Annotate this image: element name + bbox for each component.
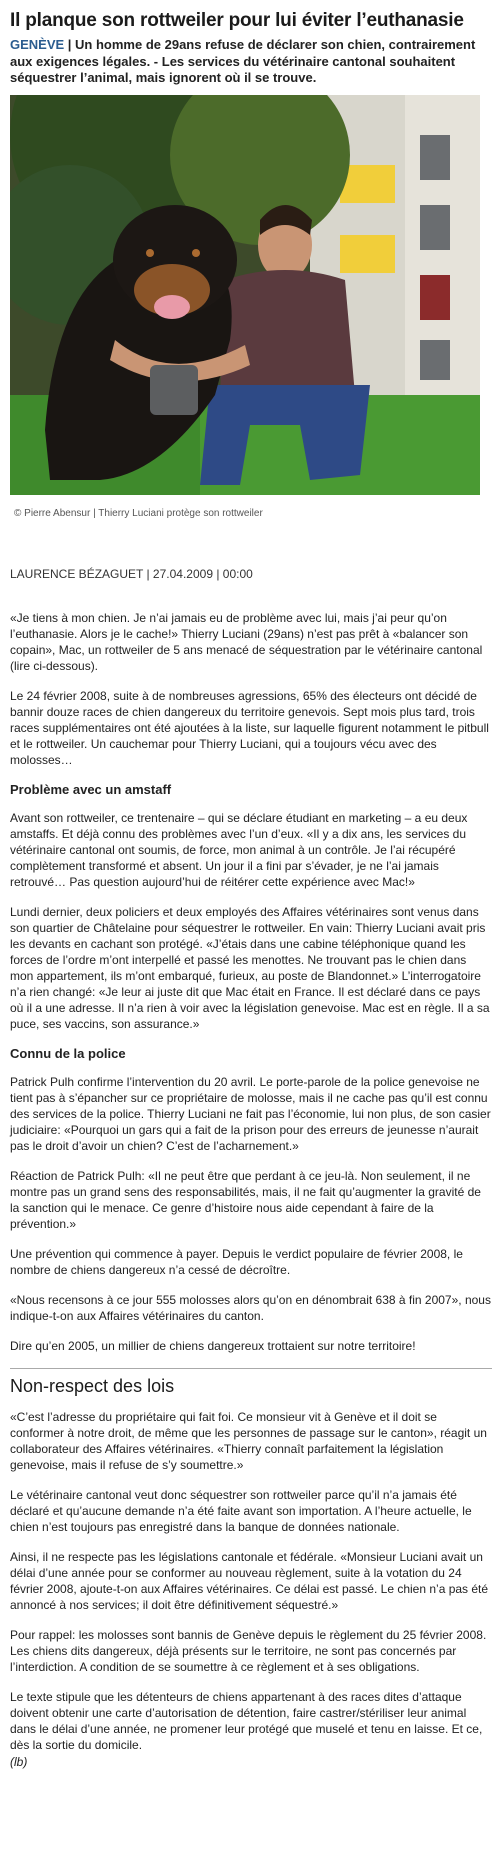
paragraph: Ainsi, il ne respecte pas les législations cantonale et fédérale. «Monsieur Luciani avait un délai d’une année pour se conformer au nouveau règlement, suite à la votation du 24 février 2008, ajoute-t-on aux Affaires vétérinaires. Ce délai est passé. Le chien n’a pas été annoncé à nos services; il doit être définitivement séquestré.» xyxy=(10,1549,489,1612)
article-body xyxy=(10,610,492,1769)
paragraph: «Nous recensons à ce jour 555 molosses alors qu’on en dénombrait 638 à fin 2007», nous indique-t-on aux Affaires vétérinaires du canton. xyxy=(10,1292,491,1323)
section-heading: Problème avec un amstaff xyxy=(10,781,172,797)
paragraph: Réaction de Patrick Pulh: «Il ne peut être que perdant à ce jeu-là. Non seulement, il ne montre pas un grand sens des responsabilités, mais, il ne fait qu’augmenter la gravité de la sanction qui le menace. Ce genre d’histoire nous aide cependant à faire de la prévention.» xyxy=(10,1168,481,1231)
paragraph: Lundi dernier, deux policiers et deux employés des Affaires vétérinaires sont venus dans son quartier de Châtelaine pour séquestrer le rottweiler. En vain: Thierry Luciani avait pris les devants en cachant son protégé. «J’étais dans une cabine téléphonique quand les forces de l’ordre m’ont interpellé et passé les menottes. Ne trouvant pas le chien dans mon appartement, ils m’ont embarqué, furieux, au poste de Blandonnet.» L’interrogatoire n’a rien changé: «Je leur ai juste dit que Mac était en France. Il est déclaré dans ce pays où il a une adresse. Il n’a rien à voir avec la législation genevoise. Mac est en règle. Il a sa puce, ses vaccins, son assurance.» xyxy=(10,904,490,1031)
article-photo xyxy=(10,95,480,495)
paragraph: Dire qu’en 2005, un millier de chiens dangereux trottaient sur notre territoire! xyxy=(10,1338,416,1353)
paragraph: Avant son rottweiler, ce trentenaire – qui se déclare étudiant en marketing – a eu deux amstaffs. Et déjà connu des problèmes avec l’un d’eux. «Il y a dix ans, les services du vétérinaire cantonal ont soumis, de force, mon animal à un contrôle. Je l’ai récupéré complètement transformé et absent. Un jour il a fini par s’évader, je ne l’ai jamais retrouvé… Pas question aujourd’hui de réitérer cette expérience avec Mac!» xyxy=(10,810,468,889)
article-byline: LAURENCE BÉZAGUET | 27.04.2009 | 00:00 xyxy=(10,566,253,581)
paragraph: Une prévention qui commence à payer. Depuis le verdict populaire de février 2008, le nombre de chiens dangereux n’a cessé de décroître. xyxy=(10,1246,463,1277)
paragraph: Pour rappel: les molosses sont bannis de Genève depuis le règlement du 25 février 2008. Les chiens dits dangereux, déjà présents sur le territoire, ne sont pas concernés par l’interdiction. A condition de se soumettre à ce règlement et à ses obligations. xyxy=(10,1627,487,1674)
section-heading: Connu de la police xyxy=(10,1045,126,1061)
paragraph: Le 24 février 2008, suite à de nombreuses agressions, 65% des électeurs ont décidé de bannir douze races de chien dangereux du territoire genevois. Sept mois plus tard, trois races supplémentaires ont été ajoutées à la liste, sur laquelle figurent notamment le pitbull et le rottweiler. Un cauchemar pour Thierry Luciani, qui a toujours vécu avec des molosses… xyxy=(10,688,489,767)
article-title: Il planque son rottweiler pour lui éviter l’euthanasie xyxy=(10,10,464,31)
lead-location: GENÈVE xyxy=(10,37,65,52)
section-divider xyxy=(10,1368,492,1369)
sidebar-article-title: Non-respect des lois xyxy=(10,1375,175,1396)
paragraph: Le texte stipule que les détenteurs de chiens appartenant à des races dites d’attaque doivent obtenir une carte d’autorisation de détention, faire castrer/stériliser leur animal dans le délai d’une année, ne promener leur protégé que muselé et tenu en laisse. Et ce, dès la sortie du domicile. xyxy=(10,1689,483,1752)
paragraph: «C’est l’adresse du propriétaire qui fait foi. Ce monsieur vit à Genève et il doit se conformer à notre droit, de même que les personnes de passage sur le canton», réagit un collaborateur des Affaires vétérinaires. «Thierry connaît parfaitement la législation genevoise, mais il refuse de s’y soumettre.» xyxy=(10,1409,487,1472)
paragraph: Le vétérinaire cantonal veut donc séquestrer son rottweiler parce qu’il n’a jamais été déclaré et qu’aucune demande n’a été faite avant son importation. A l’heure actuelle, le chien n’est toujours pas enregistré dans la banque de données nationale. xyxy=(10,1487,472,1534)
article-lead xyxy=(10,37,492,87)
paragraph: «Je tiens à mon chien. Je n’ai jamais eu de problème avec lui, mais j’ai peur qu’on l’euthanasie. Alors je le cache!» Thierry Luciani (29ans) n’est pas prêt à «balancer son copain», Mac, un rottweiler de 5 ans menacé de séquestration par le vétérinaire cantonal (lire ci-dessous). xyxy=(10,610,483,673)
lead-text: | Un homme de 29ans refuse de déclarer son chien, contrairement aux exigences légales. - Les services du vétérinaire cantonal souhaitent séquestrer l’animal, mais ignorent où il se trouve. xyxy=(10,37,476,85)
photo-caption: © Pierre Abensur | Thierry Luciani protège son rottweiler xyxy=(14,507,263,519)
author-signature: (lb) xyxy=(10,1754,28,1769)
paragraph: Patrick Pulh confirme l’intervention du 20 avril. Le porte-parole de la police genevoise ne tient pas à s’épancher sur ce propriétaire de molosse, mais il ne cache pas qu’il est connu des services de la police. Thierry Luciani ne fait pas l’économie, lui non plus, de son casier judiciaire: «Pourquoi un gars qui a fait de la prison pour des erreurs de jeunesse n’aurait pas le droit d’avoir un chien? C’est de l’acharnement.» xyxy=(10,1074,491,1153)
